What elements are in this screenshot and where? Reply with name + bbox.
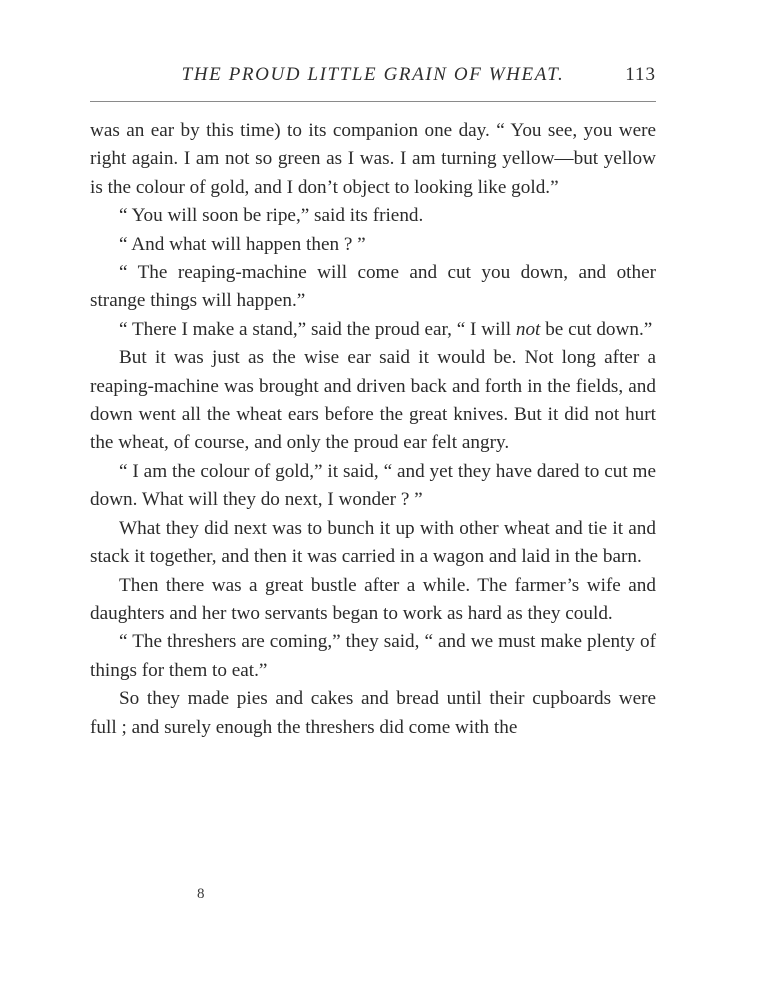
running-title: THE PROUD LITTLE GRAIN OF WHEAT. [181,64,565,85]
paragraph-10: “ The threshers are coming,” they said, “ and we must make plenty of things for them to eat.” [90,631,656,681]
paragraph-2: “ You will soon be ripe,” said its friend. [119,205,424,227]
paragraph-4: “ The reaping-machine will come and cut you down, and other strange things will happen.” [90,262,656,312]
running-head [90,62,656,92]
header-rule [90,101,656,102]
signature-mark: 8 [197,886,205,902]
paragraph-6: But it was just as the wise ear said it would be. Not long after a reaping-machine was brought and driven back and forth in the fields, and down went all the wheat ears before the great knives. But it did not hurt the wheat, of course, and only the proud ear felt angry. [90,347,656,454]
paragraph-9: Then there was a great bustle after a while. The farmer’s wife and daughters and her two servants began to work as hard as they could. [90,574,656,624]
body-text [90,117,656,742]
paragraph-3: “ And what will happen then ? ” [119,233,366,255]
paragraph-5-before: “ There I make a stand,” said the proud ear, “ I will [119,318,516,340]
page-number: 113 [625,64,656,85]
emphasis-not: not [515,318,541,340]
paragraph-11: So they made pies and cakes and bread until their cupboards were full ; and surely enough the threshers did come with the [90,688,656,738]
paragraph-7: “ I am the colour of gold,” it said, “ and yet they have dared to cut me down. What will they do next, I wonder ? ” [90,460,656,511]
paragraph-5 [90,316,656,344]
paragraph-8: What they did next was to bunch it up with other wheat and tie it and stack it together, and then it was carried in a wagon and laid in the barn. [90,517,656,568]
paragraph-5-after: be cut down.” [540,318,653,340]
paragraph-1: was an ear by this time) to its companion one day. “ You see, you were right again. I am not so green as I was. I am turning yellow—but yellow is the colour of gold, and I don’t object to looking like gold.” [90,120,656,198]
